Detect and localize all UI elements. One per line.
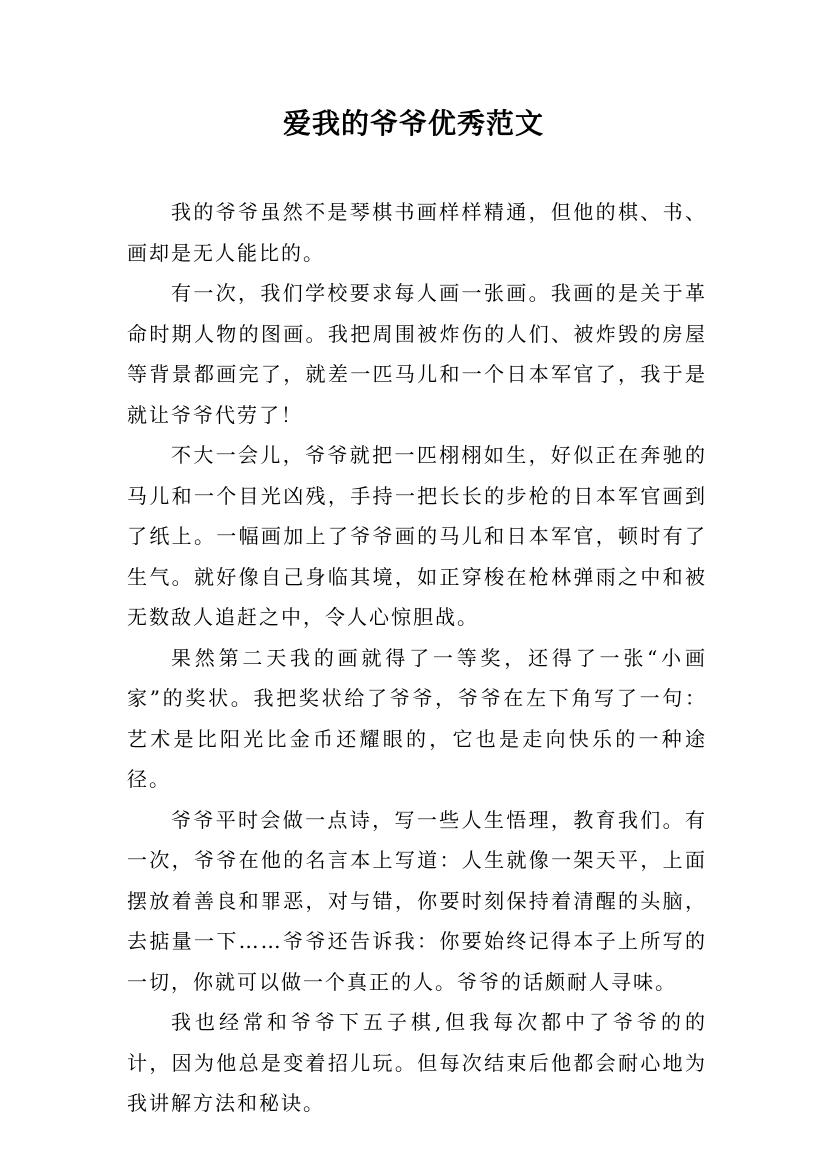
paragraph-5: 爷爷平时会做一点诗，写一些人生悟理，教育我们。有一次，爷爷在他的名言本上写道：人生就像一架天平，上面摆放着善良和罪恶，对与错，你要时刻保持着清醒的头脑，去掂量一下……爷爷还告诉我：你要始终记得本子上所写的一切，你就可以做一个真正的人。爷爷的话颇耐人寻味。 <box>127 807 707 994</box>
paragraph-2: 有一次，我们学校要求每人画一张画。我画的是关于革命时期人物的图画。我把周围被炸伤的人们、被炸毁的房屋等背景都画完了，就差一匹马儿和一个日本军官了，我于是就让爷爷代劳了！ <box>127 281 707 427</box>
paragraph-6: 我也经常和爷爷下五子棋,但我每次都中了爷爷的的计，因为他总是变着招儿玩。但每次结束后他都会耐心地为我讲解方法和秘诀。 <box>127 1010 707 1115</box>
paragraph-1: 我的爷爷虽然不是琴棋书画样样精通，但他的棋、书、画却是无人能比的。 <box>127 200 707 265</box>
document-title: 爱我的爷爷优秀范文 <box>282 107 544 140</box>
paragraph-4: 果然第二天我的画就得了一等奖，还得了一张“小画家”的奖状。我把奖状给了爷爷，爷爷在左下角写了一句：艺术是比阳光比金币还耀眼的，它也是走向快乐的一种途径。 <box>127 645 707 791</box>
paragraph-3: 不大一会儿，爷爷就把一匹栩栩如生，好似正在奔驰的马儿和一个目光凶残，手持一把长长的步枪的日本军官画到了纸上。一幅画加上了爷爷画的马儿和日本军官，顿时有了生气。就好像自己身临其境，如正穿梭在枪林弹雨之中和被无数敌人追赶之中，令人心惊胆战。 <box>127 443 707 629</box>
document-body <box>127 192 707 1124</box>
